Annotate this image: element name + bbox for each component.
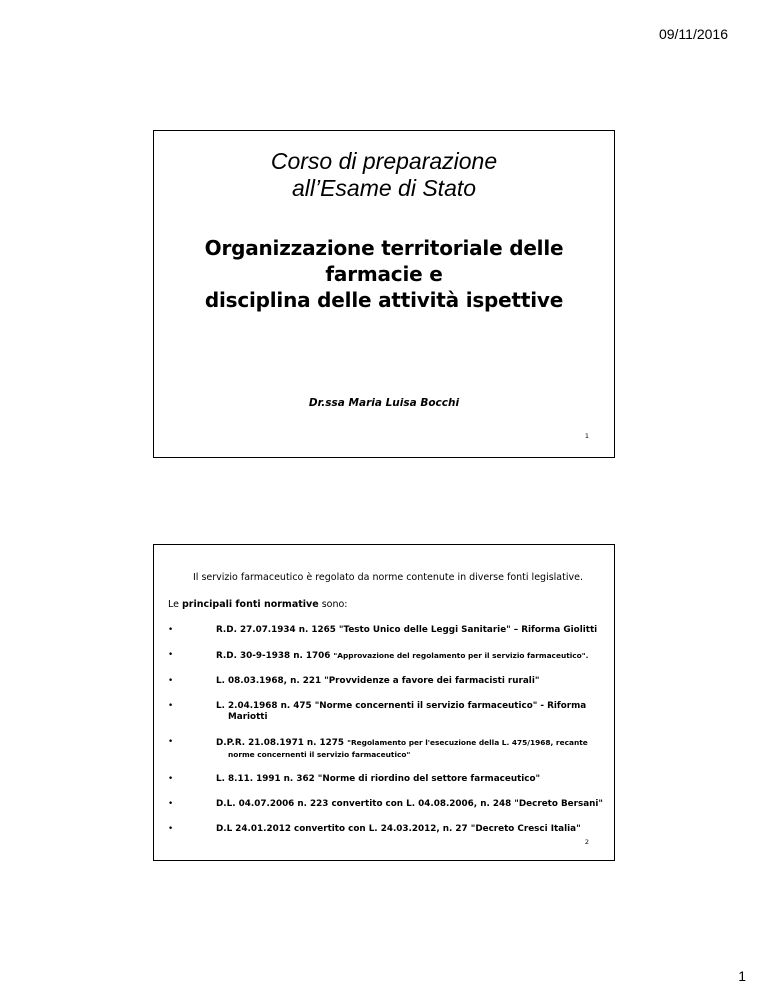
course-title-line-2: all’Esame di Stato: [291, 175, 477, 201]
sources-list: [168, 625, 606, 835]
lead-bold: principali fonti normative: [182, 599, 319, 610]
list-item: [168, 650, 606, 662]
list-item-continuation: norme concernenti il servizio farmaceutico": [228, 750, 411, 759]
bullet-icon: •: [168, 625, 174, 635]
lead-prefix: Le: [168, 599, 182, 610]
lead-text: [168, 599, 348, 610]
list-item-note: "Approvazione del regolamento per il servizio farmaceutico".: [333, 651, 589, 660]
slide-number: 2: [584, 838, 589, 846]
list-item-text: L. 08.03.1968, n. 221 "Provvidenze a favore dei farmacisti rurali": [216, 676, 540, 686]
lead-suffix: sono:: [318, 599, 348, 610]
slide-1: [153, 130, 615, 458]
list-item-text: L. 8.11. 1991 n. 362 "Norme di riordino del settore farmaceutico": [216, 774, 541, 784]
bullet-icon: •: [168, 676, 174, 686]
header-date: 09/11/2016: [658, 26, 728, 42]
list-item-main: R.D. 30-9-1938 n. 1706: [216, 651, 334, 661]
bullet-icon: •: [168, 774, 174, 784]
list-item-note: "Regolamento per l'esecuzione della L. 475/1968, recante: [347, 738, 588, 747]
bullet-icon: •: [168, 737, 174, 747]
page-number: 1: [738, 968, 746, 984]
slide-title-line-1: Organizzazione territoriale delle: [204, 236, 564, 260]
slide-title: [154, 235, 614, 313]
list-item: [168, 737, 606, 760]
slide-title-line-3: disciplina delle attività ispettive: [204, 288, 564, 312]
list-item: [168, 799, 606, 810]
list-item: [168, 774, 606, 785]
course-title: [154, 148, 614, 202]
slide-title-line-2: farmacie e: [325, 262, 443, 286]
list-item-text: D.L. 04.07.2006 n. 223 convertito con L. 04.08.2006, n. 248 "Decreto Bersani": [216, 799, 604, 809]
list-item: [168, 824, 606, 835]
course-title-line-1: Corso di preparazione: [270, 148, 498, 174]
bullet-icon: •: [168, 799, 174, 809]
bullet-icon: •: [168, 701, 174, 711]
list-item-text: [216, 650, 606, 662]
list-item: [168, 701, 606, 723]
author: Dr.ssa Maria Luisa Bocchi: [308, 397, 460, 409]
slide-number: 1: [584, 432, 589, 440]
list-item-text: [216, 737, 606, 749]
list-item-text: L. 2.04.1968 n. 475 "Norme concernenti il servizio farmaceutico" - Riforma: [216, 701, 587, 711]
list-item: [168, 676, 606, 687]
list-item-text: D.L 24.01.2012 convertito con L. 24.03.2012, n. 27 "Decreto Cresci Italia": [216, 824, 581, 834]
slide-2: [153, 544, 615, 861]
list-item-text: R.D. 27.07.1934 n. 1265 "Testo Unico delle Leggi Sanitarie" – Riforma Giolitti: [216, 625, 598, 635]
list-item-continuation: Mariotti: [228, 712, 268, 722]
list-item: [168, 625, 606, 636]
intro-text: Il servizio farmaceutico è regolato da norme contenute in diverse fonti legislative.: [193, 572, 583, 583]
bullet-icon: •: [168, 650, 174, 660]
bullet-icon: •: [168, 824, 174, 834]
list-item-main: D.P.R. 21.08.1971 n. 1275: [216, 738, 348, 748]
